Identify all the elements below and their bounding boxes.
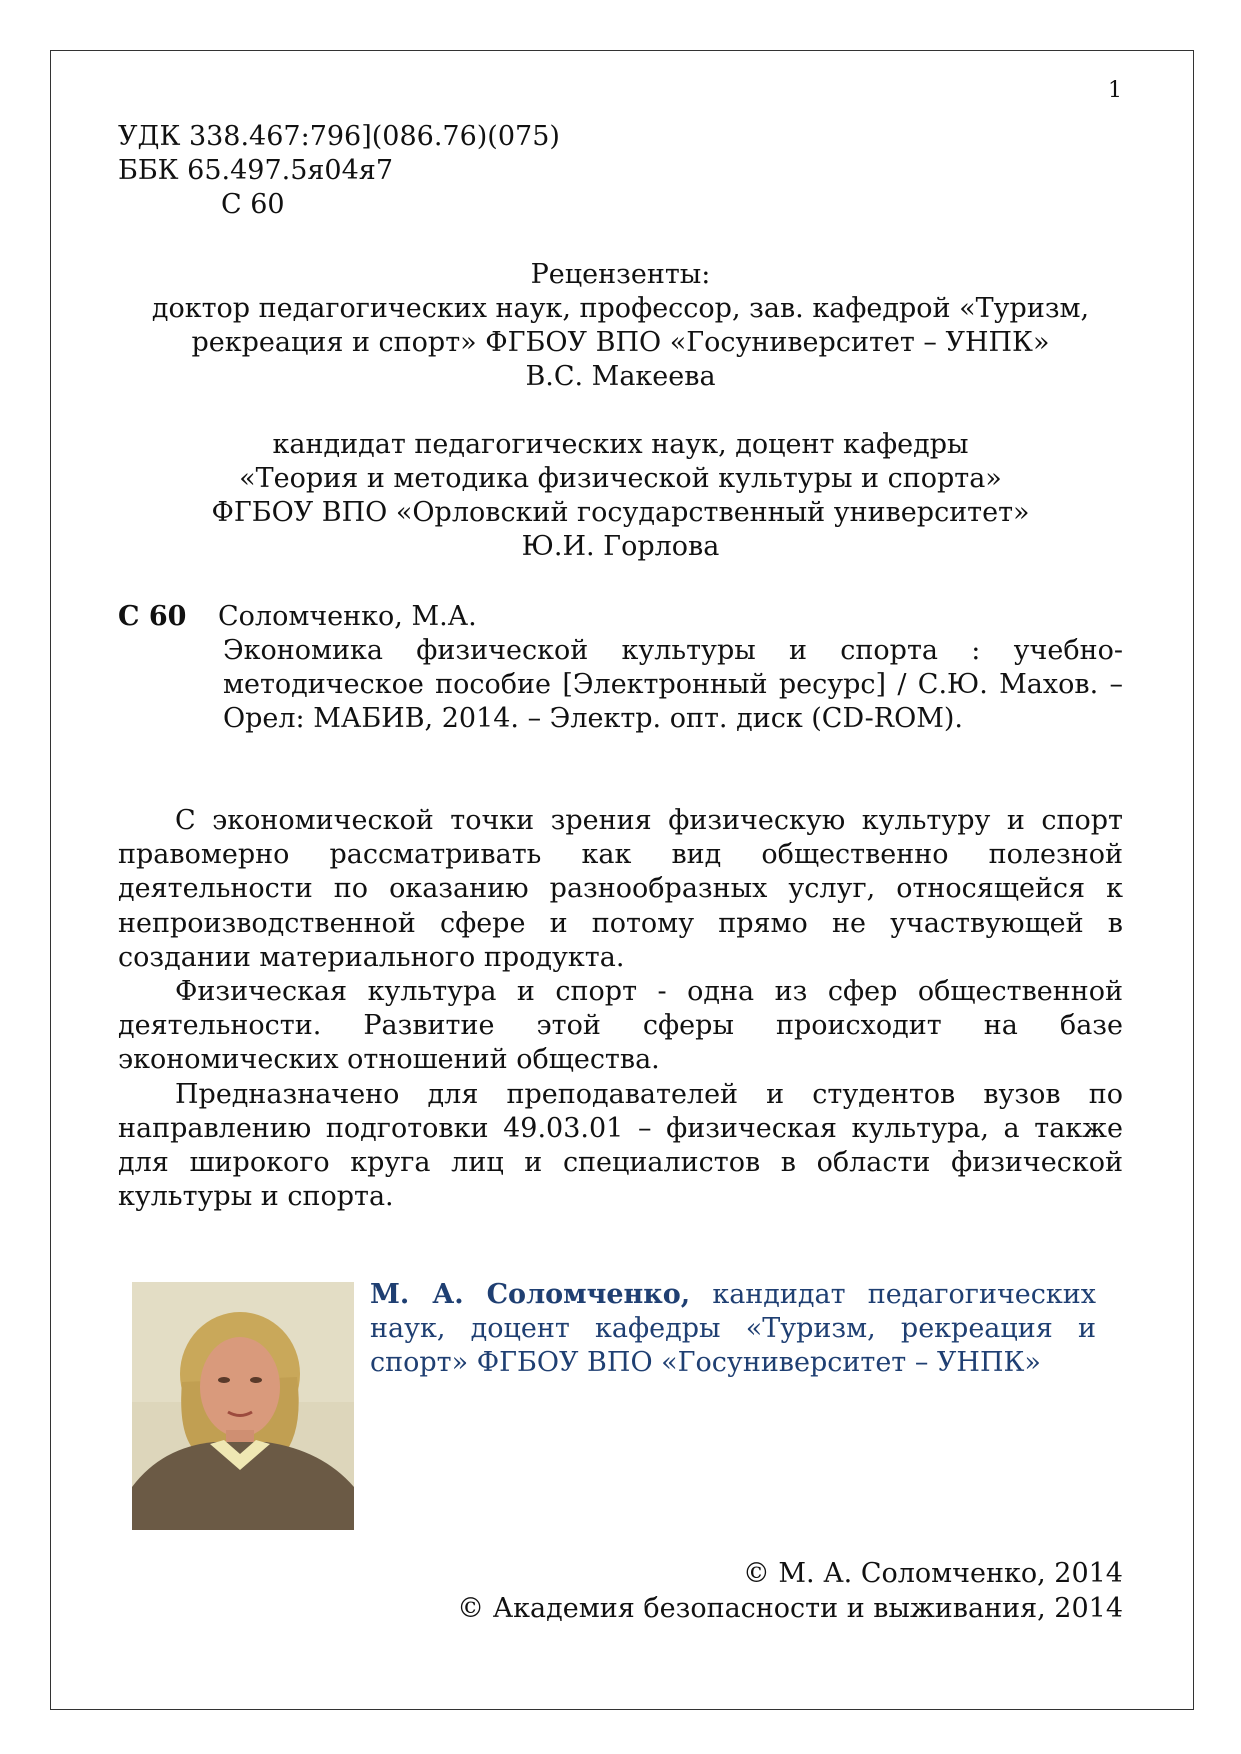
reviewer-first-name: В.С. Макеева [525, 361, 716, 392]
abstract [118, 804, 1123, 1214]
bibliography-author: Соломченко, М.А. [218, 601, 477, 632]
page-number: 1 [1108, 78, 1122, 103]
author-info [370, 1278, 1096, 1380]
udk-code: УДК 338.467:796](086.76)(075) [118, 121, 560, 152]
reviewer-second-line3: ФГБОУ ВПО «Орловский государственный университет» [211, 497, 1030, 528]
author-portrait-icon [132, 1282, 354, 1530]
reviewer-first-line2: рекреация и спорт» ФГБОУ ВПО «Госуниверситет – УНПК» [191, 327, 1050, 358]
bibliography-description: Экономика физической культуры и спорта : учебно-методическое пособие [Электронный ресурс] / С.Ю. Махов. – Орел: МАБИВ, 2014. – Электр. опт. диск (CD-ROM). [223, 635, 1123, 734]
reviewer-second-block [118, 428, 1123, 564]
classification-block [118, 120, 560, 222]
bbk-code: ББК 65.497.5я04я7 [118, 155, 393, 186]
bibliography-code: С 60 [118, 601, 187, 632]
abstract-paragraph: С экономической точки зрения физическую культуру и спорт правомерно рассматривать как вид общественно полезной деятельности по оказанию разнообразных услуг, относящейся к непроизводственной сфере и потому прямо не участвующей в создании материального продукта. [118, 805, 1123, 973]
author-info-description: кандидат педагогических наук, доцент кафедры «Туризм, рекреация и спорт» ФГБОУ ВПО «Госуниверситет – УНПК» [370, 1279, 1096, 1378]
reviewer-second-name: Ю.И. Горлова [521, 531, 720, 562]
reviewer-first-block [118, 258, 1123, 394]
copyright-publisher: © Академия безопасности и выживания, 2014 [457, 1593, 1123, 1624]
reviewer-second-line1: кандидат педагогических наук, доцент кафедры [272, 429, 969, 460]
reviewer-first-line1: доктор педагогических наук, профессор, зав. кафедрой «Туризм, [151, 293, 1090, 324]
author-sign-code: С 60 [221, 189, 285, 220]
reviewer-second-line2: «Теория и методика физической культуры и спорта» [239, 463, 1002, 494]
abstract-paragraph: Предназначено для преподавателей и студентов вузов по направлению подготовки 49.03.01 – физическая культура, а также для широкого круга лиц и специалистов в области физической культуры и спорта. [118, 1078, 1123, 1213]
reviewers-heading: Рецензенты: [530, 259, 711, 290]
author-photo [132, 1282, 354, 1530]
author-info-name: М. А. Соломченко, [370, 1279, 691, 1310]
abstract-paragraph: Физическая культура и спорт - одна из сфер общественной деятельности. Развитие этой сферы происходит на базе экономических отношений общества. [118, 976, 1123, 1076]
copyright-author: © М. А. Соломченко, 2014 [742, 1558, 1123, 1589]
